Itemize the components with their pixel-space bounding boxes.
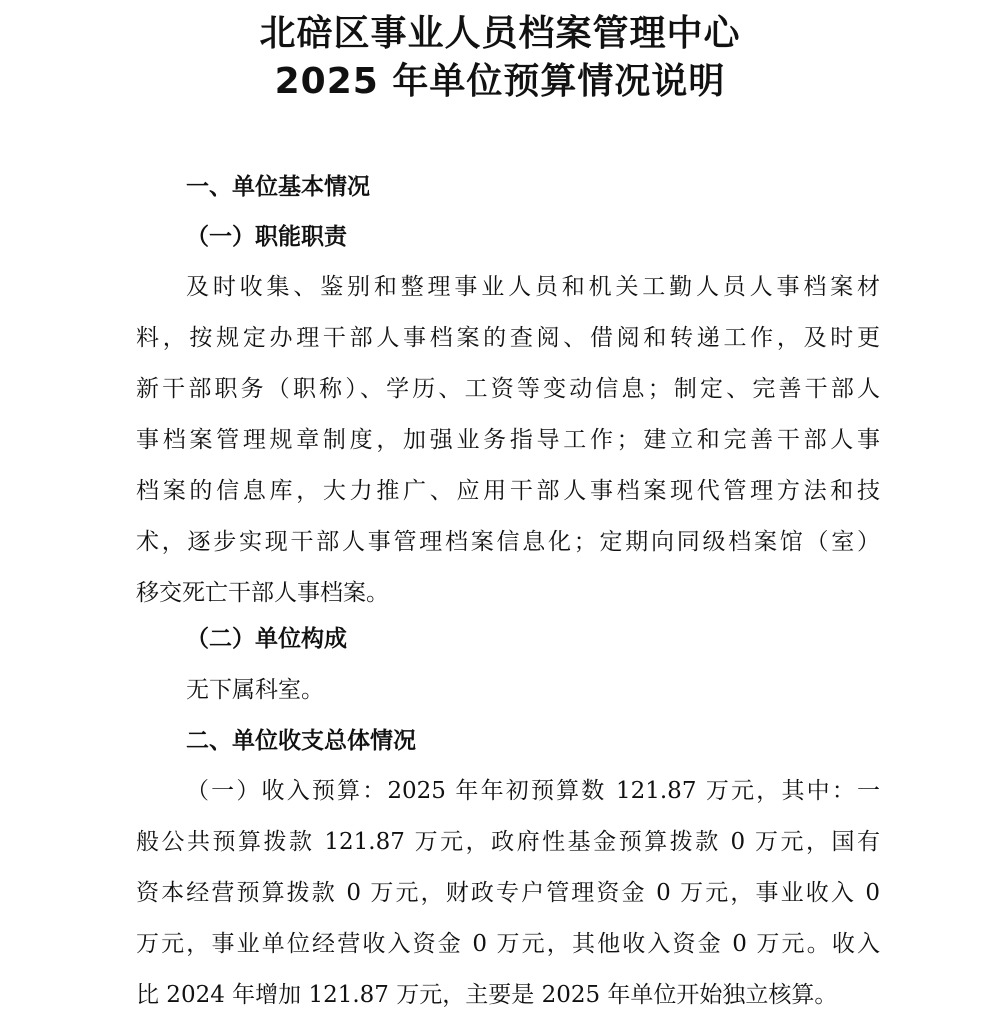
paragraph-line: （一）收入预算：2025 年年初预算数 121.87 万元，其中：一 bbox=[186, 778, 880, 804]
paragraph-line: 移交死亡干部人事档案。 bbox=[136, 580, 389, 606]
paragraph-line: 及时收集、鉴别和整理事业人员和机关工勤人员人事档案材 bbox=[186, 274, 880, 300]
paragraph-line: 料，按规定办理干部人事档案的查阅、借阅和转递工作，及时更 bbox=[136, 325, 880, 351]
document-title-line1: 北碚区事业人员档案管理中心 bbox=[259, 13, 741, 54]
paragraph-line: 万元，事业单位经营收入资金 0 万元，其他收入资金 0 万元。收入 bbox=[136, 931, 880, 957]
subsection-heading-functions: （一）职能职责 bbox=[186, 223, 347, 250]
paragraph-line: 资本经营预算拨款 0 万元，财政专户管理资金 0 万元，事业收入 0 bbox=[136, 880, 880, 906]
subsection-heading-structure: （二）单位构成 bbox=[186, 625, 347, 652]
section-heading-basic-info: 一、单位基本情况 bbox=[186, 174, 370, 200]
document-title-line2: 2025 年单位预算情况说明 bbox=[274, 61, 726, 102]
section-heading-budget-overview: 二、单位收支总体情况 bbox=[186, 728, 416, 754]
paragraph-line: 术，逐步实现干部人事管理档案信息化；定期向同级档案馆（室） bbox=[136, 529, 880, 555]
paragraph-line: 事档案管理规章制度，加强业务指导工作；建立和完善干部人事 bbox=[136, 427, 880, 453]
paragraph-line: 无下属科室。 bbox=[186, 677, 324, 703]
paragraph-line: 般公共预算拨款 121.87 万元，政府性基金预算拨款 0 万元，国有 bbox=[136, 829, 880, 855]
paragraph-line: 档案的信息库，大力推广、应用干部人事档案现代管理方法和技 bbox=[136, 478, 880, 504]
paragraph-line: 新干部职务（职称）、学历、工资等变动信息；制定、完善干部人 bbox=[136, 376, 880, 402]
paragraph-line: 比 2024 年增加 121.87 万元，主要是 2025 年单位开始独立核算。 bbox=[136, 982, 838, 1008]
